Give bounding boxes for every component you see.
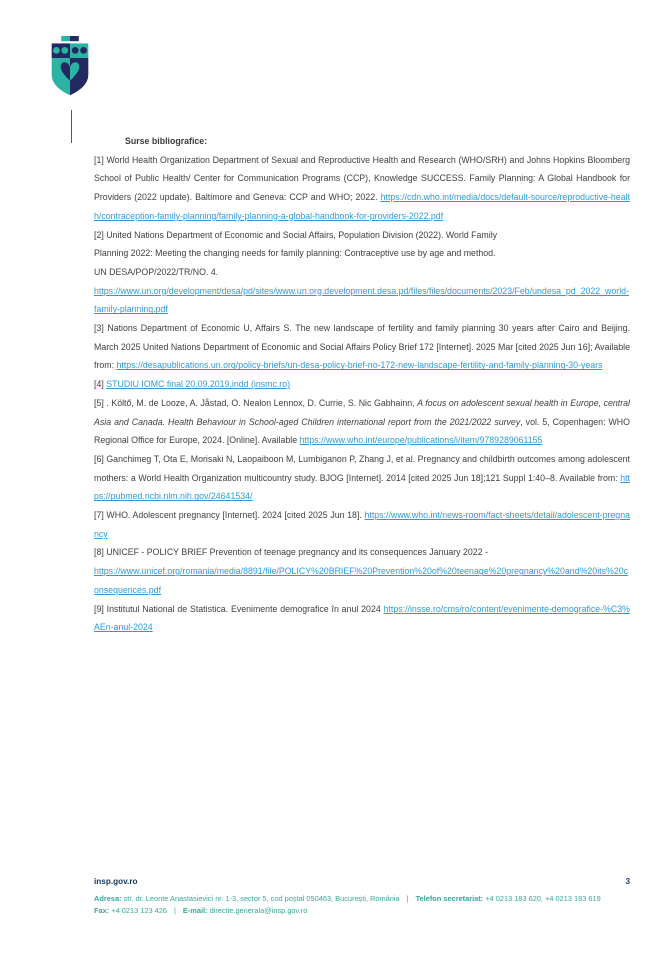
reference-item [94,543,630,599]
reference-link[interactable]: https://www.un.org/development/desa/pd/sites/www.un.org.development.desa.pd/files/files/documents/2023/Feb/undesa_pd_2022_world-family-planning.pdf [94,285,629,315]
address-value: str. dr. Leonte Anastasievici nr. 1-3, sector 5, cod poștal 050463, București, România [121,894,400,903]
reference-text: Planning 2022: Meeting the changing needs for family planning: Contraceptive use by age and method. [94,248,496,259]
reference-link[interactable]: https://www.who.int/europe/publications/i/item/9789289061155 [299,435,543,446]
reference-text: A focus on adolescent sexual health in Europe, central Asia and Canada. Health Behaviour in School-aged Children international report from the 2021/2022 survey [94,397,630,427]
footer-separator: | [173,906,176,915]
reference-link[interactable]: https://www.unicef.org/romania/media/8891/file/POLICY%20BRIEF%20Prevention%20of%20teenage%20pregnancy%20and%20its%20consequences.pdf [94,566,628,595]
reference-link[interactable]: https://insse.ro/cms/ro/content/evenimente-demografice-%C3%AEn-anul-2024 [94,603,630,633]
page-number: 3 [625,877,630,886]
email-label: E-mail: [182,906,208,915]
footer-address-line [94,893,630,905]
reference-link[interactable]: STUDIU IOMC final 20.09.2019.indd (insmc.ro) [106,379,291,390]
reference-item [94,450,630,506]
address-label: Adresa: [94,894,122,903]
reference-text: [8] UNICEF - POLICY BRIEF Prevention of teenage pregnancy and its consequences January 2022 - [94,547,488,558]
logo-divider-line [71,110,72,143]
footer-separator: | [406,894,409,903]
fax-label: Fax: [94,906,110,915]
footer-fax-email-line [94,905,630,917]
reference-item [94,151,630,226]
fax-value: +4 0213 123 426 [109,906,167,915]
phone-value: +4 0213 183 620, +4 0213 183 619 [483,894,601,903]
reference-item [94,506,630,543]
email-value[interactable]: directie.generala@insp.gov.ro [207,906,308,915]
reference-text: [6] Ganchimeg T, Ota E, Morisaki N, Laopaiboon M, Lumbiganon P, Zhang J, et al. Pregnancy and childbirth outcomes among adolescent mothers: a World Health Organization multicountry study. BJOG [Internet]. 2014 [cited 2025 Jun 18];121 Suppl 1:40–8. Available from: [94,453,630,483]
insp-shield-logo [50,36,90,96]
reference-link[interactable]: https://www.who.int/news-room/fact-sheets/detail/adolescent-pregnancy [94,510,630,539]
footer-site-link[interactable]: insp.gov.ro [94,877,138,886]
reference-text: UN DESA/POP/2022/TR/NO. 4. [94,266,219,277]
reference-item [94,394,630,450]
references-list [94,151,630,637]
reference-item [94,226,630,320]
reference-text: , vol. 5, Copenhagen: WHO Regional Office for Europe, 2024. [Online]. Available [94,416,631,446]
reference-link[interactable]: https://pubmed.ncbi.nlm.nih.gov/24641534/ [94,472,630,502]
page-footer [94,877,630,917]
footer-contact-info [94,893,630,917]
reference-text: [9] Institutul National de Statistica. Evenimente demografice în anul 2024 [94,603,384,614]
bibliography-section [94,132,630,637]
reference-text: [1] World Health Organization Department of Sexual and Reproductive Health and Research (WHO/SRH) and Johns Hopkins Bloomberg School of Public Health/ Center for Communication Programs (CCP), Knowledge SUCCESS. Family Planning: A Global Handbook for Providers (2022 update). Baltimore and Geneva: CCP and WHO; 2022. [94,154,630,203]
reference-item [94,600,630,637]
reference-text: [2] United Nations Department of Economic and Social Affairs, Population Division (2022). World Family [94,229,498,240]
reference-text: [4] [94,379,107,390]
reference-link[interactable]: https://desapublications.un.org/policy-briefs/un-desa-policy-brief-no-172-new-landscape-fertility-and-family-planning-30-years [116,360,603,371]
reference-text: [3] Nations Department of Economic U, Affairs S. The new landscape of fertility and family planning 30 years after Cairo and Beijing. March 2025 United Nations Department of Economic and Social Affairs Policy Brief 172 [Internet]. 2025 Mar [cited 2025 Jun 16]; Available from: [94,323,630,371]
reference-link[interactable]: https://cdn.who.int/media/docs/default-source/reproductive-health/contraception-family-planning/family-planning-a-global-handbook-for-providers-2022.pdf [94,192,630,221]
reference-text: [7] WHO. Adolescent pregnancy [Internet]. 2024 [cited 2025 Jun 18]. [94,510,365,521]
section-heading: Surse bibliografice: [125,136,208,146]
reference-item [94,319,630,375]
reference-text: [5] . Költő, M. de Looze, A. Jåstad, O. Nealon Lennox, D. Currie, S. Nic Gabhainn, [94,397,418,408]
reference-item [94,375,630,394]
phone-label: Telefon secretariat: [415,894,484,903]
